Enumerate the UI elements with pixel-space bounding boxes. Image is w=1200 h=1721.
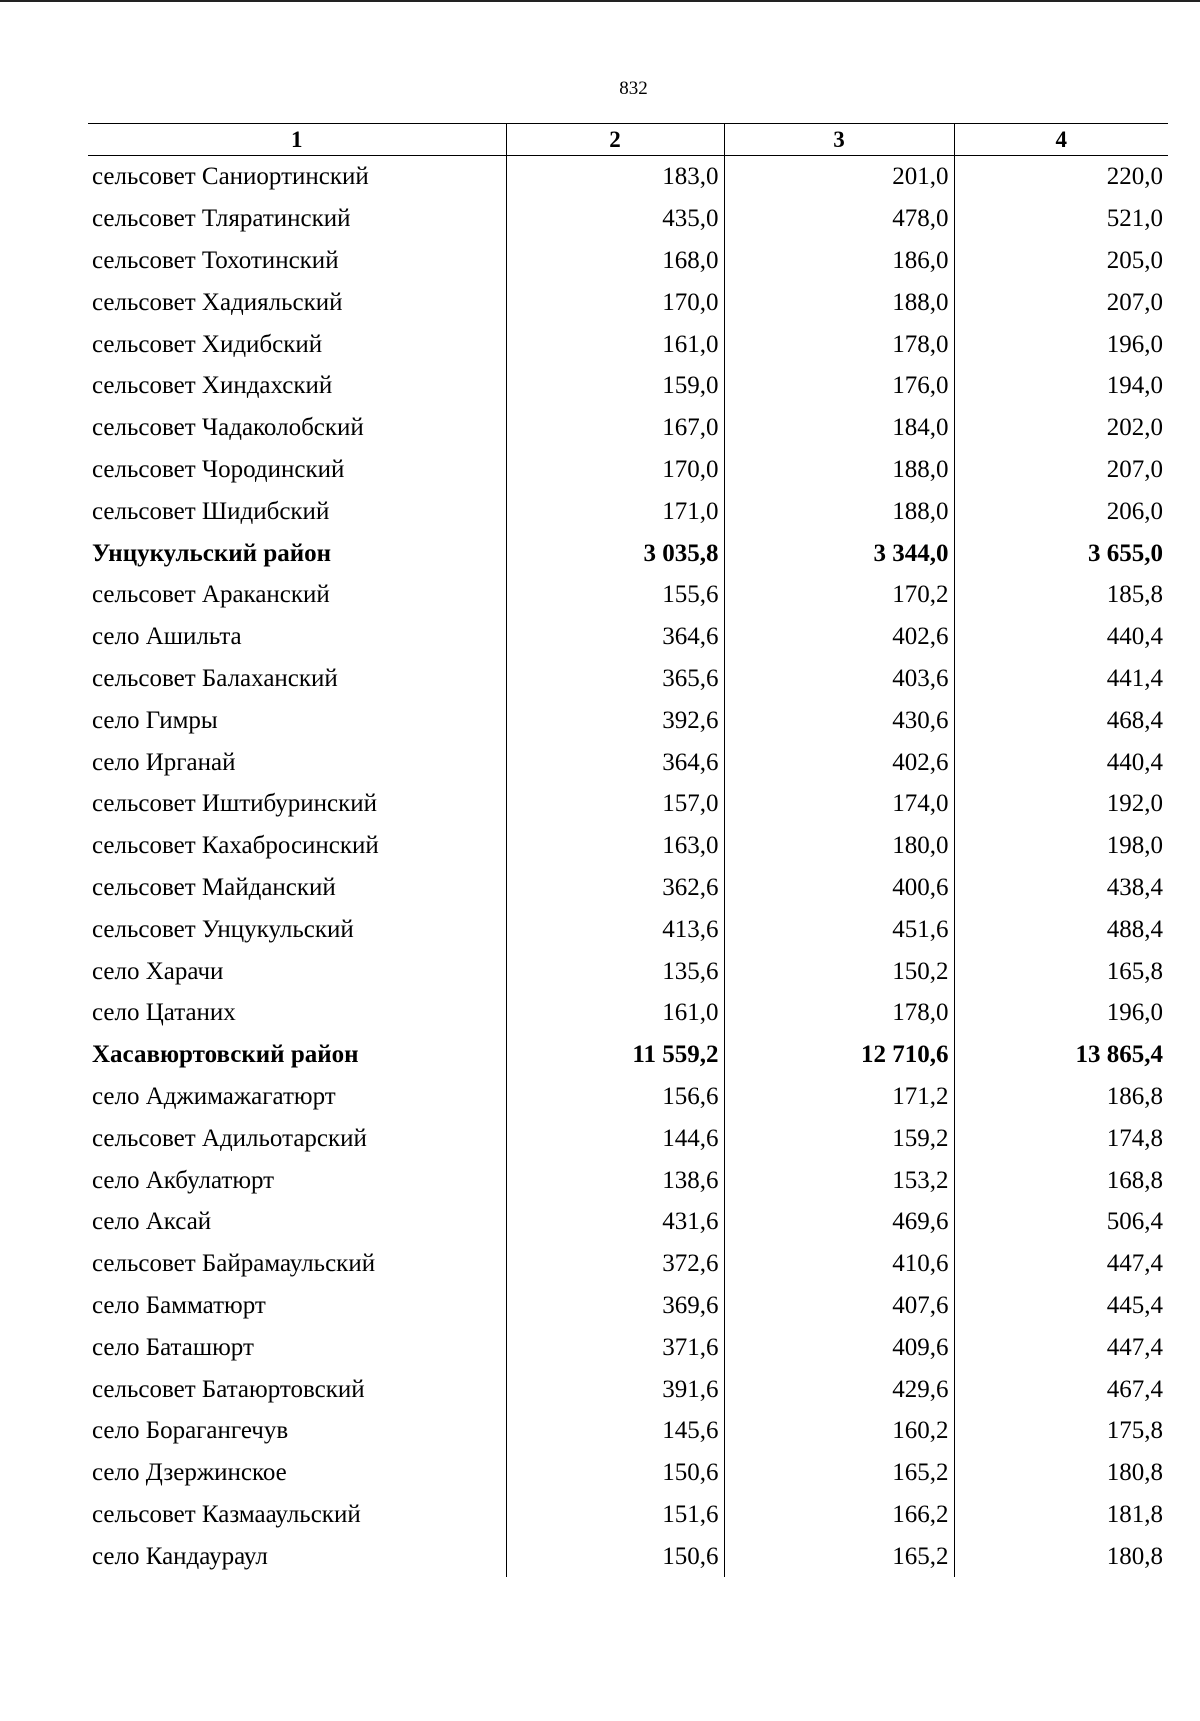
row-value-col3: 402,6 [724, 741, 954, 783]
row-value-col3: 159,2 [724, 1117, 954, 1159]
table-row [88, 908, 1168, 950]
table-row [88, 574, 1168, 616]
row-name-cell: село Акбулатюрт [92, 1166, 275, 1194]
row-value-col4: 205,0 [954, 240, 1168, 282]
data-table [88, 123, 1168, 1577]
table-body [88, 156, 1168, 1578]
row-value-col4: 185,8 [954, 574, 1168, 616]
table-row [88, 1326, 1168, 1368]
row-value-col3: 176,0 [724, 365, 954, 407]
row-value-col2: 157,0 [506, 783, 724, 825]
row-value-col2: 170,0 [506, 281, 724, 323]
row-name-cell: сельсовет Хиндахский [92, 372, 333, 400]
row-value-col2: 145,6 [506, 1410, 724, 1452]
row-name-cell: село Харачи [92, 957, 224, 985]
row-value-col4: 3 655,0 [954, 532, 1168, 574]
row-name-cell: село Бамматюрт [92, 1291, 266, 1319]
row-value-col3: 186,0 [724, 240, 954, 282]
row-name-cell: сельсовет Батаюртовский [92, 1375, 365, 1403]
row-value-col3: 188,0 [724, 449, 954, 491]
row-value-col4: 467,4 [954, 1368, 1168, 1410]
table-row [88, 658, 1168, 700]
row-value-col2: 171,0 [506, 490, 724, 532]
row-name-cell: сельсовет Иштибуринский [92, 790, 378, 818]
row-value-col2: 11 559,2 [506, 1034, 724, 1076]
row-value-col4: 441,4 [954, 658, 1168, 700]
district-total-row [88, 532, 1168, 574]
column-header-4: 4 [954, 124, 1168, 156]
table-header [88, 124, 1168, 156]
row-value-col3: 171,2 [724, 1076, 954, 1118]
header-row [88, 124, 1168, 156]
row-value-col3: 410,6 [724, 1243, 954, 1285]
row-value-col4: 440,4 [954, 741, 1168, 783]
row-value-col3: 160,2 [724, 1410, 954, 1452]
table-row [88, 1410, 1168, 1452]
row-value-col4: 438,4 [954, 867, 1168, 909]
column-header-3: 3 [724, 124, 954, 156]
table-row [88, 365, 1168, 407]
row-value-col3: 407,6 [724, 1285, 954, 1327]
row-value-col2: 435,0 [506, 198, 724, 240]
row-value-col3: 174,0 [724, 783, 954, 825]
row-name-cell: сельсовет Казмааульский [92, 1500, 361, 1528]
row-value-col4: 198,0 [954, 825, 1168, 867]
row-name-cell: сельсовет Адильотарский [92, 1124, 367, 1152]
table-row [88, 490, 1168, 532]
row-name-cell: сельсовет Балаханский [92, 664, 338, 692]
row-name-cell: Хасавюртовский район [92, 1041, 359, 1069]
row-value-col3: 400,6 [724, 867, 954, 909]
row-value-col4: 521,0 [954, 198, 1168, 240]
row-value-col3: 403,6 [724, 658, 954, 700]
row-value-col4: 175,8 [954, 1410, 1168, 1452]
row-value-col4: 468,4 [954, 699, 1168, 741]
row-value-col3: 166,2 [724, 1494, 954, 1536]
row-value-col2: 369,6 [506, 1285, 724, 1327]
row-value-col3: 165,2 [724, 1452, 954, 1494]
table-row [88, 1368, 1168, 1410]
row-name-cell: сельсовет Байрамаульский [92, 1250, 376, 1278]
table-row [88, 281, 1168, 323]
row-name-cell: село Гимры [92, 706, 218, 734]
row-value-col2: 431,6 [506, 1201, 724, 1243]
row-value-col3: 178,0 [724, 323, 954, 365]
row-name-cell: сельсовет Араканский [92, 581, 330, 609]
row-value-col2: 372,6 [506, 1243, 724, 1285]
row-value-col3: 150,2 [724, 950, 954, 992]
row-value-col4: 207,0 [954, 449, 1168, 491]
row-value-col4: 206,0 [954, 490, 1168, 532]
row-value-col3: 184,0 [724, 407, 954, 449]
row-name-cell: сельсовет Майданский [92, 873, 336, 901]
row-value-col2: 392,6 [506, 699, 724, 741]
row-value-col3: 178,0 [724, 992, 954, 1034]
row-value-col4: 181,8 [954, 1494, 1168, 1536]
row-name-cell: сельсовет Тляратинский [92, 205, 351, 233]
row-value-col2: 144,6 [506, 1117, 724, 1159]
row-value-col2: 168,0 [506, 240, 724, 282]
table-row [88, 783, 1168, 825]
row-value-col4: 165,8 [954, 950, 1168, 992]
top-rule [0, 0, 1200, 2]
table-row [88, 699, 1168, 741]
table-row [88, 156, 1168, 198]
row-value-col2: 161,0 [506, 992, 724, 1034]
row-value-col4: 186,8 [954, 1076, 1168, 1118]
table-row [88, 1117, 1168, 1159]
row-name-cell: село Борагангечув [92, 1417, 289, 1445]
row-value-col2: 156,6 [506, 1076, 724, 1118]
row-name-cell: село Дзержинское [92, 1459, 287, 1487]
row-value-col4: 447,4 [954, 1243, 1168, 1285]
row-name-cell: Унцукульский район [92, 539, 332, 567]
row-value-col3: 478,0 [724, 198, 954, 240]
table-row [88, 1494, 1168, 1536]
row-value-col3: 188,0 [724, 281, 954, 323]
table-row [88, 1243, 1168, 1285]
row-value-col4: 202,0 [954, 407, 1168, 449]
row-name-cell: сельсовет Унцукульский [92, 915, 354, 943]
row-name-cell: сельсовет Хадияльский [92, 288, 343, 316]
row-value-col2: 135,6 [506, 950, 724, 992]
row-name-cell: село Цатаних [92, 999, 236, 1027]
row-value-col4: 13 865,4 [954, 1034, 1168, 1076]
row-name-cell: село Аксай [92, 1208, 212, 1236]
row-name-cell: село Кандаураул [92, 1542, 268, 1570]
table-row [88, 992, 1168, 1034]
row-value-col2: 151,6 [506, 1494, 724, 1536]
row-value-col4: 196,0 [954, 992, 1168, 1034]
row-value-col2: 159,0 [506, 365, 724, 407]
table-row [88, 825, 1168, 867]
row-value-col4: 488,4 [954, 908, 1168, 950]
table-row [88, 407, 1168, 449]
row-value-col4: 440,4 [954, 616, 1168, 658]
district-total-row [88, 1034, 1168, 1076]
row-name-cell: сельсовет Саниортинский [92, 163, 369, 191]
row-value-col3: 3 344,0 [724, 532, 954, 574]
row-value-col4: 207,0 [954, 281, 1168, 323]
row-name-cell: село Баташюрт [92, 1333, 254, 1361]
table-row [88, 240, 1168, 282]
row-value-col3: 165,2 [724, 1535, 954, 1577]
row-value-col2: 3 035,8 [506, 532, 724, 574]
row-value-col3: 409,6 [724, 1326, 954, 1368]
row-name-cell: сельсовет Тохотинский [92, 246, 339, 274]
table-row [88, 1201, 1168, 1243]
row-value-col2: 391,6 [506, 1368, 724, 1410]
column-header-2: 2 [506, 124, 724, 156]
table-row [88, 1452, 1168, 1494]
row-name-cell: сельсовет Шидибский [92, 497, 330, 525]
row-value-col3: 402,6 [724, 616, 954, 658]
table-row [88, 1076, 1168, 1118]
row-name-cell: село Ашильта [92, 623, 242, 651]
row-value-col2: 155,6 [506, 574, 724, 616]
page-number: 832 [619, 78, 648, 99]
row-value-col3: 180,0 [724, 825, 954, 867]
row-value-col4: 180,8 [954, 1535, 1168, 1577]
row-name-cell: село Ирганай [92, 748, 236, 776]
table-row [88, 1535, 1168, 1577]
table-row [88, 950, 1168, 992]
row-value-col3: 469,6 [724, 1201, 954, 1243]
column-header-1: 1 [88, 124, 506, 156]
row-value-col4: 506,4 [954, 1201, 1168, 1243]
row-value-col2: 163,0 [506, 825, 724, 867]
row-value-col2: 150,6 [506, 1452, 724, 1494]
table-row [88, 323, 1168, 365]
table-row [88, 741, 1168, 783]
row-value-col4: 168,8 [954, 1159, 1168, 1201]
row-name-cell: сельсовет Чородинский [92, 455, 345, 483]
row-name-cell: сельсовет Чадаколобский [92, 414, 364, 442]
row-value-col4: 180,8 [954, 1452, 1168, 1494]
row-value-col4: 220,0 [954, 156, 1168, 198]
row-name-cell: село Аджимажагатюрт [92, 1082, 336, 1110]
table-row [88, 867, 1168, 909]
row-value-col4: 174,8 [954, 1117, 1168, 1159]
row-value-col2: 371,6 [506, 1326, 724, 1368]
table-row [88, 616, 1168, 658]
row-value-col4: 447,4 [954, 1326, 1168, 1368]
table-row [88, 198, 1168, 240]
row-value-col3: 430,6 [724, 699, 954, 741]
row-value-col3: 12 710,6 [724, 1034, 954, 1076]
table-row [88, 449, 1168, 491]
row-value-col2: 183,0 [506, 156, 724, 198]
row-name-cell: сельсовет Кахабросинский [92, 832, 379, 860]
row-value-col3: 451,6 [724, 908, 954, 950]
row-name-cell: сельсовет Хидибский [92, 330, 323, 358]
row-value-col3: 170,2 [724, 574, 954, 616]
row-value-col4: 194,0 [954, 365, 1168, 407]
row-value-col4: 196,0 [954, 323, 1168, 365]
row-value-col3: 153,2 [724, 1159, 954, 1201]
row-value-col2: 364,6 [506, 616, 724, 658]
table-row [88, 1159, 1168, 1201]
row-value-col2: 170,0 [506, 449, 724, 491]
row-value-col2: 364,6 [506, 741, 724, 783]
row-value-col2: 150,6 [506, 1535, 724, 1577]
row-value-col2: 413,6 [506, 908, 724, 950]
row-value-col2: 167,0 [506, 407, 724, 449]
row-value-col4: 445,4 [954, 1285, 1168, 1327]
row-value-col2: 362,6 [506, 867, 724, 909]
row-value-col3: 188,0 [724, 490, 954, 532]
row-value-col2: 365,6 [506, 658, 724, 700]
row-value-col4: 192,0 [954, 783, 1168, 825]
table-row [88, 1285, 1168, 1327]
row-value-col2: 138,6 [506, 1159, 724, 1201]
row-value-col3: 429,6 [724, 1368, 954, 1410]
row-value-col3: 201,0 [724, 156, 954, 198]
row-value-col2: 161,0 [506, 323, 724, 365]
